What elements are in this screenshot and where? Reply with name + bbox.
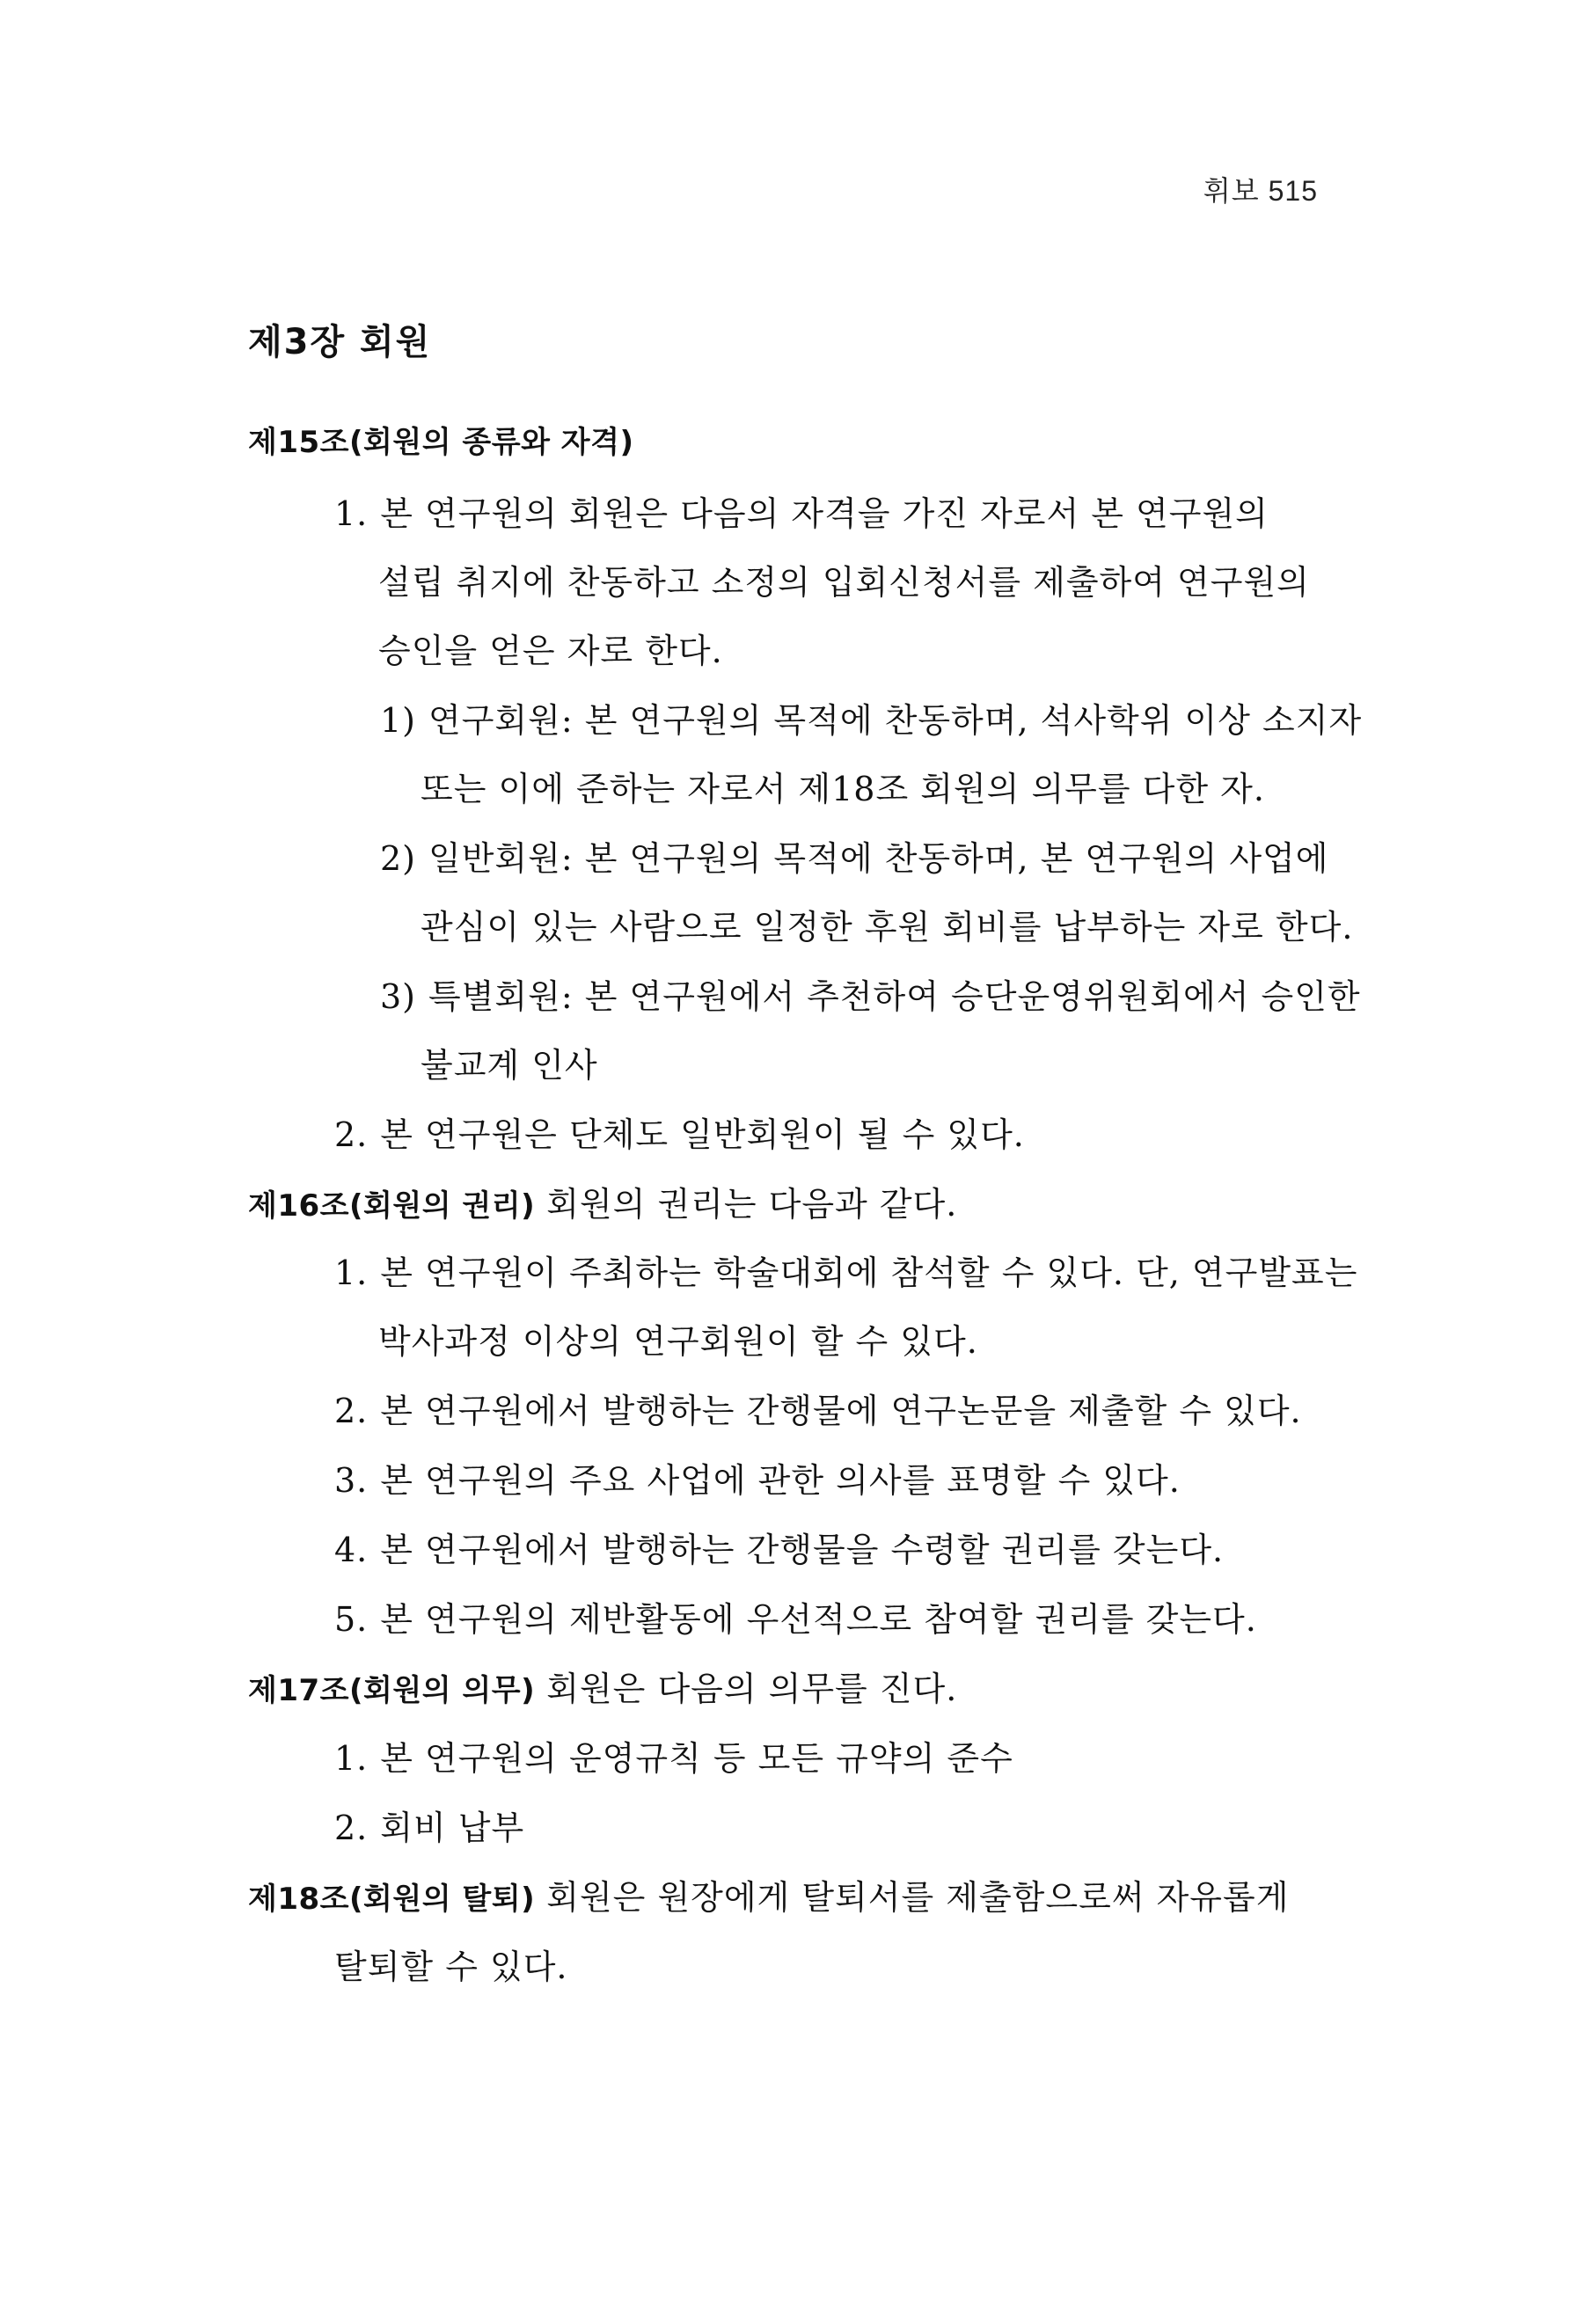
item-text: 본 연구원이 주최하는 학술대회에 참석할 수 있다. 단, 연구발표는 — [380, 1253, 1358, 1292]
item-number: 2. — [334, 1115, 369, 1154]
item-number: 2. — [334, 1392, 369, 1430]
sub-text: 연구회원: 본 연구원의 목적에 찬동하며, 석사학위 이상 소지자 — [428, 701, 1363, 740]
item-text: 본 연구원의 회원은 다음의 자격을 가진 자로서 본 연구원의 — [380, 494, 1269, 533]
item-text: 본 연구원에서 발행하는 간행물을 수령할 권리를 갖는다. — [380, 1531, 1225, 1569]
item-number: 3. — [334, 1461, 369, 1500]
article-15-sub-2-line-1 — [380, 831, 1328, 880]
article-15-item-1-line-3: 승인을 얻은 자로 한다. — [378, 632, 723, 670]
article-15-item-1-line-1 — [334, 486, 1269, 535]
item-text: 본 연구원의 주요 사업에 관한 의사를 표명할 수 있다. — [380, 1461, 1181, 1500]
article-18-text-line-2: 탈퇴할 수 있다. — [334, 1948, 568, 1986]
item-text: 본 연구원에서 발행하는 간행물에 연구논문을 제출할 수 있다. — [380, 1392, 1302, 1430]
article-16-item-2 — [334, 1384, 1302, 1432]
article-16-item-4 — [334, 1523, 1224, 1571]
article-15-sub-3-line-1 — [380, 969, 1361, 1018]
item-number: 5. — [334, 1600, 369, 1639]
article-18-text-line-1: 회원은 원장에게 탈퇴서를 제출함으로써 자유롭게 — [546, 1878, 1290, 1917]
item-text: 본 연구원의 운영규칙 등 모든 규약의 준수 — [380, 1739, 1013, 1778]
article-15-sub-3-line-2: 불교계 인사 — [421, 1046, 598, 1085]
article-15-sub-1-line-1 — [380, 693, 1362, 742]
item-text: 회비 납부 — [380, 1809, 525, 1847]
sub-text: 특별회원: 본 연구원에서 추천하여 승단운영위원회에서 승인한 — [428, 977, 1361, 1016]
article-17-intro: 회원은 다음의 의무를 진다. — [546, 1670, 958, 1708]
article-16-heading-line — [248, 1177, 957, 1225]
article-15-item-1-line-2: 설립 취지에 찬동하고 소정의 입회신청서를 제출하여 연구원의 — [378, 563, 1310, 602]
article-15-sub-2-line-2: 관심이 있는 사람으로 일정한 후원 회비를 납부하는 자로 한다. — [421, 908, 1354, 946]
article-15-heading: 제15조(회원의 종류와 자격) — [248, 425, 634, 460]
item-number: 1. — [334, 1739, 369, 1778]
article-17-heading: 제17조(회원의 의무) — [248, 1673, 536, 1708]
article-18-heading: 제18조(회원의 탈퇴) — [248, 1882, 536, 1917]
chapter-title: 제3장 회원 — [248, 322, 432, 362]
article-16-item-1-line-2: 박사과정 이상의 연구회원이 할 수 있다. — [378, 1322, 978, 1361]
sub-number: 3) — [380, 977, 417, 1016]
article-15-sub-1-line-2: 또는 이에 준하는 자로서 제18조 회원의 의무를 다한 자. — [421, 770, 1265, 808]
article-17-item-1 — [334, 1731, 1013, 1780]
article-16-intro: 회원의 권리는 다음과 같다. — [546, 1185, 958, 1224]
item-number: 2. — [334, 1809, 369, 1847]
item-number: 1. — [334, 494, 369, 533]
item-text: 본 연구원의 제반활동에 우선적으로 참여할 권리를 갖는다. — [380, 1600, 1257, 1639]
article-17-heading-line — [248, 1662, 957, 1710]
article-16-item-1-line-1 — [334, 1246, 1357, 1294]
item-text: 본 연구원은 단체도 일반회원이 될 수 있다. — [380, 1115, 1025, 1154]
sub-number: 1) — [380, 701, 417, 740]
article-18-heading-line — [248, 1870, 1289, 1918]
article-16-item-5 — [334, 1592, 1257, 1641]
item-number: 1. — [334, 1253, 369, 1292]
sub-number: 2) — [380, 839, 417, 878]
sub-text: 일반회원: 본 연구원의 목적에 찬동하며, 본 연구원의 사업에 — [428, 839, 1329, 878]
article-15-item-2 — [334, 1107, 1025, 1156]
item-number: 4. — [334, 1531, 369, 1569]
article-16-heading: 제16조(회원의 권리) — [248, 1188, 536, 1224]
article-16-item-3 — [334, 1453, 1181, 1502]
running-head: 휘보 515 — [1203, 175, 1318, 207]
article-17-item-2 — [334, 1801, 524, 1849]
